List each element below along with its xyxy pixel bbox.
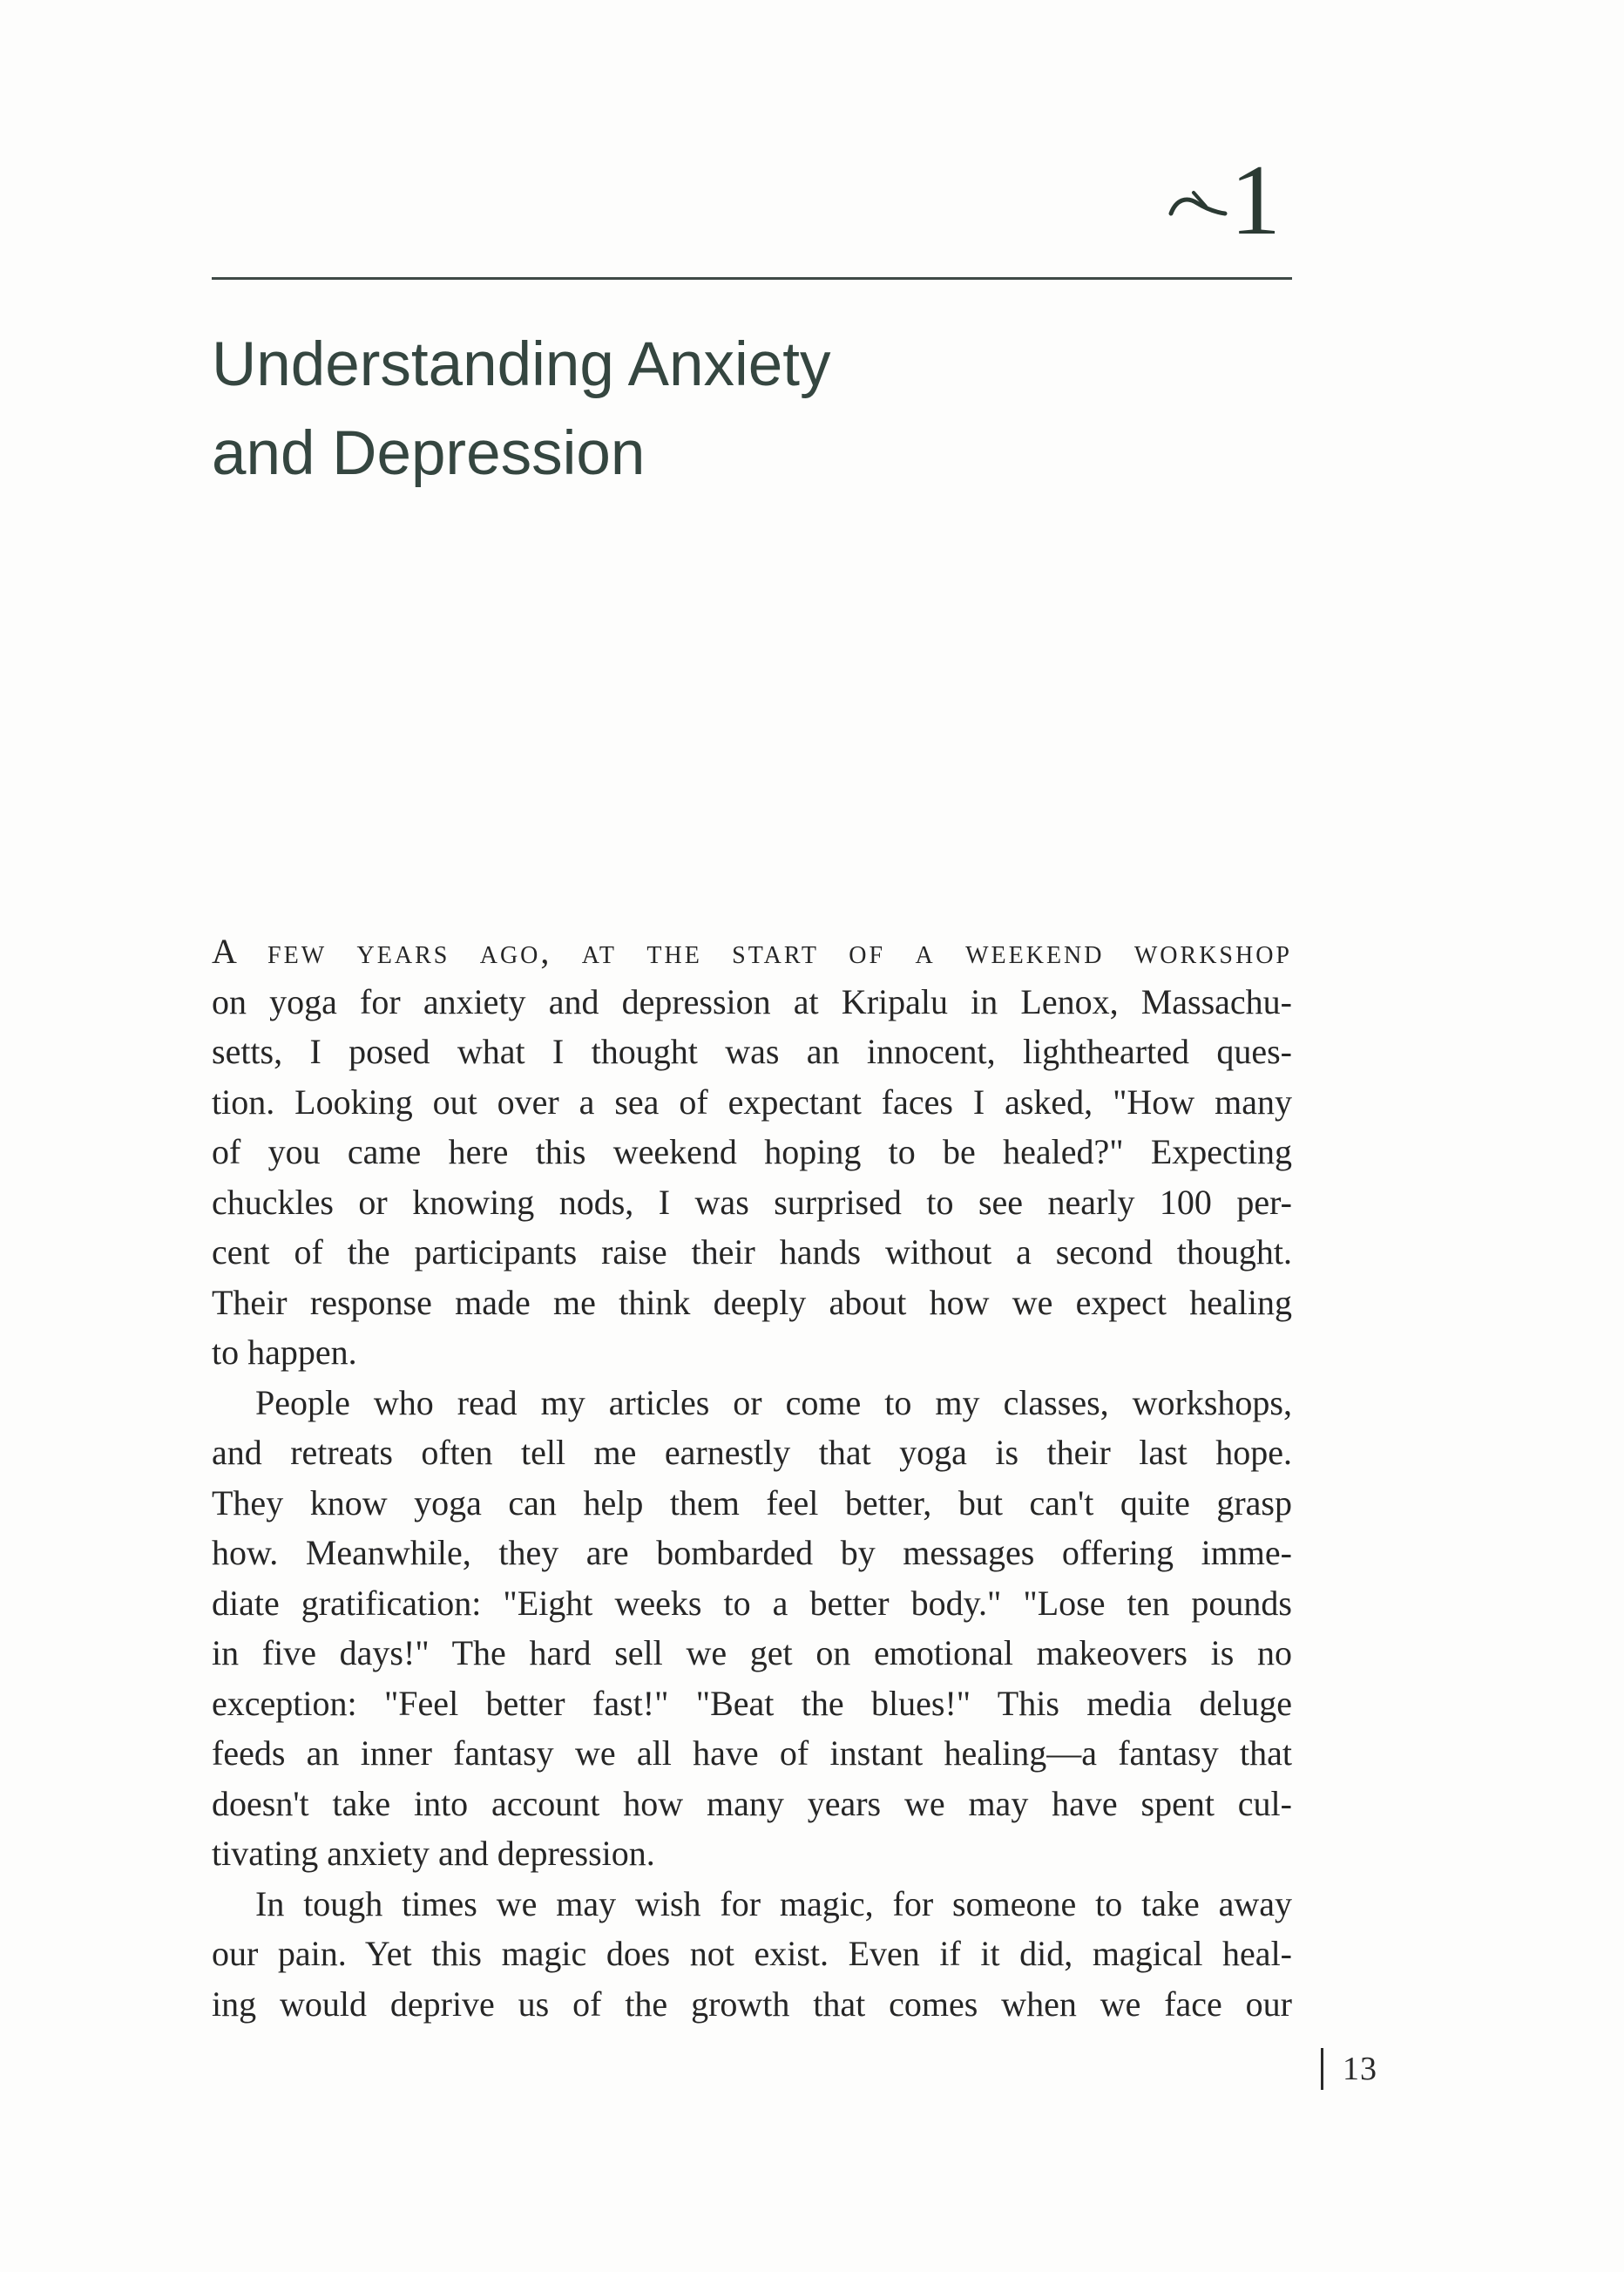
swash-ornament-icon [1167, 187, 1228, 222]
text-line: In tough times we may wish for magic, for someone to take away [255, 1883, 1292, 1923]
paragraph-3 [212, 1879, 1292, 2030]
text-line: Their response made me think deeply about how we expect healing [212, 1282, 1292, 1322]
chapter-title-line: Understanding Anxiety [212, 330, 831, 399]
paragraph-2 [212, 1378, 1292, 1879]
text-line: cent of the participants raise their hands without a second thought. [212, 1232, 1292, 1272]
page-number: 13 [1343, 2051, 1377, 2087]
text-line: tivating anxiety and depression. [212, 1834, 655, 1873]
chapter-number: 1 [1230, 145, 1281, 256]
text-line: and retreats often tell me earnestly that yoga is their last hope. [212, 1433, 1292, 1472]
text-line: our pain. Yet this magic does not exist. Even if it did, magical heal- [212, 1934, 1292, 1973]
text-line: exception: "Feel better fast!" "Beat the blues!" This media deluge [212, 1683, 1292, 1723]
text-line: tion. Looking out over a sea of expectant faces I asked, "How many [212, 1082, 1292, 1122]
text-line: feeds an inner fantasy we all have of instant healing—a fantasy that [212, 1733, 1292, 1773]
lead-in-small-caps: A few years ago, at the start of a weekend workshop [212, 932, 1292, 971]
chapter-heading-mark [1167, 145, 1281, 256]
chapter-title-line: and Depression [212, 419, 646, 488]
paragraph-1 [212, 926, 1292, 1378]
text-line: ing would deprive us of the growth that comes when we face our [212, 1984, 1292, 2024]
text-line: chuckles or knowing nods, I was surprised to see nearly 100 per- [212, 1182, 1292, 1222]
chapter-divider-rule [212, 277, 1292, 280]
chapter-title [212, 321, 1292, 498]
text-line: of you came here this weekend hoping to be healed?" Expecting [212, 1132, 1292, 1171]
chapter-body [212, 926, 1292, 2029]
text-line: in five days!" The hard sell we get on emotional makeovers is no [212, 1633, 1292, 1672]
text-line: diate gratification: "Eight weeks to a better body." "Lose ten pounds [212, 1583, 1292, 1623]
folio-rule [1321, 2048, 1323, 2090]
text-line: They know yoga can help them feel better, but can't quite grasp [212, 1482, 1292, 1523]
text-line: to happen. [212, 1333, 357, 1372]
text-line: setts, I posed what I thought was an innocent, lighthearted ques- [212, 1032, 1292, 1071]
page-folio [1321, 2046, 1377, 2092]
text-line: how. Meanwhile, they are bombarded by messages offering imme- [212, 1533, 1292, 1572]
text-line: People who read my articles or come to my classes, workshops, [255, 1382, 1292, 1422]
text-line: on yoga for anxiety and depression at Kripalu in Lenox, Massachu- [212, 981, 1292, 1021]
text-line: doesn't take into account how many years we may have spent cul- [212, 1783, 1292, 1823]
